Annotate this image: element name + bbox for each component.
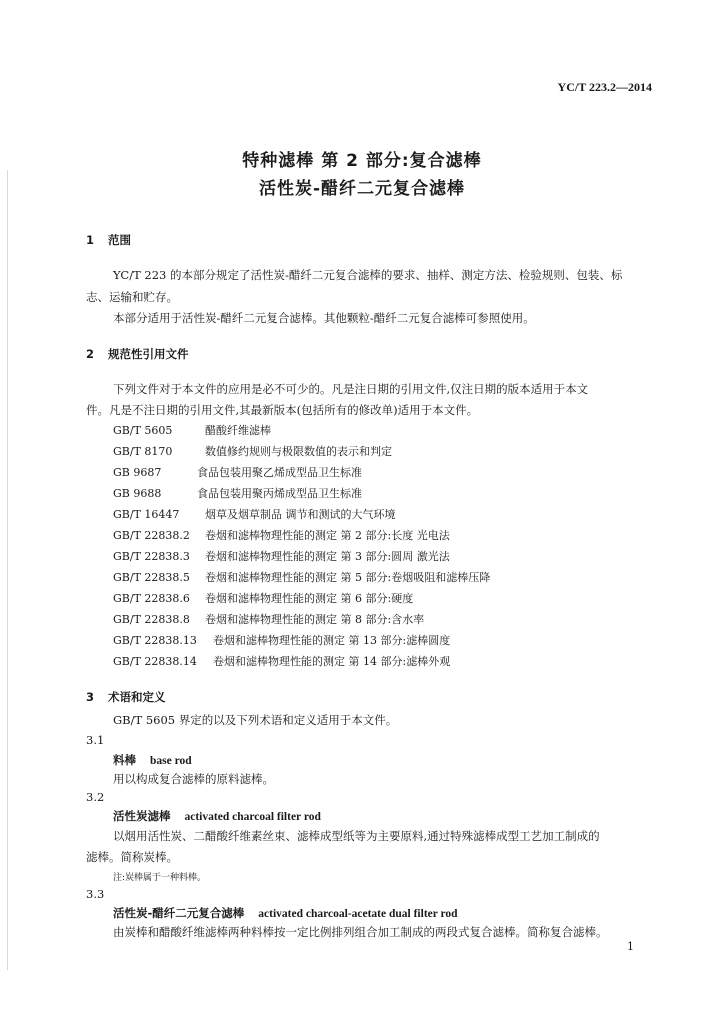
section-3-number: 3 (86, 690, 95, 704)
reference-title: 食品包装用聚乙烯成型品卫生标准 (197, 466, 362, 479)
reference-item (113, 570, 490, 586)
term-cn: 料棒 (113, 753, 136, 767)
reference-code: GB/T 22838.14 (113, 655, 197, 668)
reference-code: GB/T 22838.8 (113, 613, 190, 626)
term-heading (113, 905, 458, 921)
section-1-para1-line1: YC/T 223 的本部分规定了活性炭-醋纤二元复合滤棒的要求、抽样、测定方法、检验规则、包装、标 (113, 268, 623, 282)
term-cn: 活性炭滤棒 (113, 809, 171, 823)
reference-item (113, 444, 392, 460)
term-definition-line1: 以烟用活性炭、二醋酸纤维素丝束、滤棒成型纸等为主要原料,通过特殊滤棒成型工艺加工制成的 (113, 829, 600, 843)
reference-title: 卷烟和滤棒物理性能的测定 第 3 部分:圆周 激光法 (205, 550, 450, 563)
term-heading (113, 808, 321, 824)
term-number: 3.2 (86, 790, 105, 804)
term-definition: 由炭棒和醋酸纤维滤棒两种料棒按一定比例排列组合加工制成的两段式复合滤棒。简称复合滤棒。 (113, 925, 608, 939)
section-1-number: 1 (86, 233, 95, 247)
reference-item (113, 633, 450, 649)
reference-item (113, 423, 271, 439)
reference-code: GB/T 16447 (113, 508, 180, 521)
section-1-para1-line2: 志、运输和贮存。 (86, 290, 178, 304)
term-en: base rod (150, 755, 192, 767)
term-note: 注:炭棒属于一种料棒。 (113, 873, 207, 883)
section-2-number: 2 (86, 347, 95, 361)
reference-item (113, 591, 413, 607)
page-number: 1 (627, 940, 634, 953)
reference-title: 卷烟和滤棒物理性能的测定 第 6 部分:硬度 (205, 592, 414, 605)
reference-item (113, 654, 450, 670)
standard-code: YC/T 223.2—2014 (557, 80, 652, 94)
section-3-intro: GB/T 5605 界定的以及下列术语和定义适用于本文件。 (113, 713, 398, 727)
reference-item (113, 507, 396, 523)
term-definition-line2: 滤棒。简称炭棒。 (86, 850, 178, 864)
scan-margin-line (7, 170, 8, 970)
reference-title: 卷烟和滤棒物理性能的测定 第 5 部分:卷烟吸阻和滤棒压降 (205, 571, 491, 584)
reference-title: 数值修约规则与极限数值的表示和判定 (205, 445, 392, 458)
reference-title: 卷烟和滤棒物理性能的测定 第 2 部分:长度 光电法 (205, 529, 450, 542)
term-en: activated charcoal filter rod (184, 811, 321, 823)
reference-title: 烟草及烟草制品 调节和测试的大气环境 (205, 508, 396, 521)
term-cn: 活性炭-醋纤二元复合滤棒 (113, 906, 245, 920)
section-3-heading (86, 689, 166, 705)
section-1-para2: 本部分适用于活性炭-醋纤二元复合滤棒。其他颗粒-醋纤二元复合滤棒可参照使用。 (113, 311, 535, 325)
reference-code: GB/T 22838.5 (113, 571, 190, 584)
section-2-title: 规范性引用文件 (108, 347, 189, 361)
reference-title: 食品包装用聚丙烯成型品卫生标准 (197, 487, 362, 500)
reference-title: 卷烟和滤棒物理性能的测定 第 14 部分:滤棒外观 (213, 655, 451, 668)
term-en: activated charcoal-acetate dual filter rod (258, 908, 458, 920)
reference-title: 醋酸纤维滤棒 (205, 424, 271, 437)
reference-item (113, 486, 362, 502)
document-title-line2: 活性炭-醋纤二元复合滤棒 (258, 179, 466, 199)
section-2-para-line2: 件。凡是不注日期的引用文件,其最新版本(包括所有的修改单)适用于本文件。 (86, 403, 479, 417)
reference-item (113, 528, 450, 544)
section-1-heading (86, 232, 131, 248)
reference-code: GB/T 22838.6 (113, 592, 190, 605)
reference-item (113, 549, 450, 565)
reference-item (113, 612, 424, 628)
section-1-title: 范围 (108, 233, 131, 247)
section-2-para-line1: 下列文件对于本文件的应用是必不可少的。凡是注日期的引用文件,仅注日期的版本适用于本文 (113, 382, 589, 396)
reference-title: 卷烟和滤棒物理性能的测定 第 13 部分:滤棒圆度 (213, 634, 451, 647)
term-definition: 用以构成复合滤棒的原料滤棒。 (113, 772, 274, 786)
reference-code: GB/T 22838.3 (113, 550, 190, 563)
section-3-title: 术语和定义 (108, 690, 166, 704)
reference-item (113, 465, 362, 481)
reference-code: GB/T 5605 (113, 424, 173, 437)
reference-code: GB/T 8170 (113, 445, 173, 458)
reference-code: GB 9687 (113, 466, 162, 479)
reference-code: GB/T 22838.13 (113, 634, 197, 647)
reference-code: GB 9688 (113, 487, 162, 500)
term-number: 3.1 (86, 733, 105, 747)
section-2-heading (86, 346, 189, 362)
reference-title: 卷烟和滤棒物理性能的测定 第 8 部分:含水率 (205, 613, 425, 626)
term-heading (113, 752, 192, 768)
document-title-line1: 特种滤棒 第 2 部分:复合滤棒 (242, 151, 482, 171)
reference-code: GB/T 22838.2 (113, 529, 190, 542)
term-number: 3.3 (86, 887, 105, 901)
